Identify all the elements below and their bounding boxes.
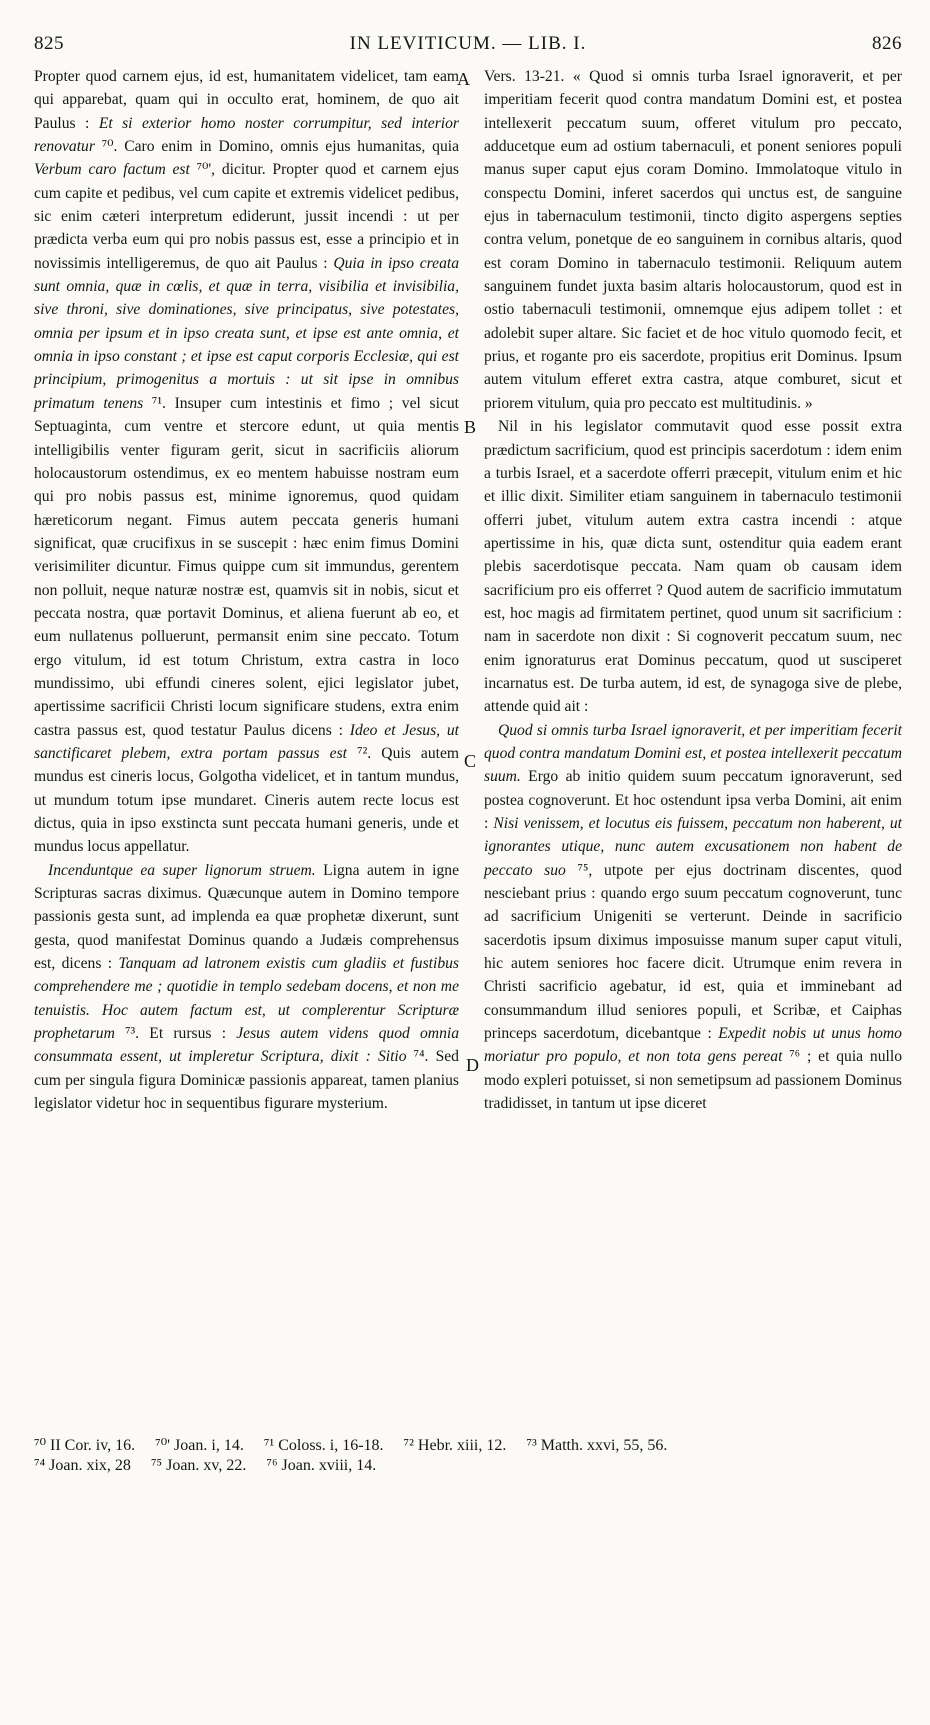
scripture-quote: Verbum caro factum est [34, 161, 190, 179]
page-number-left: 825 [34, 33, 64, 54]
lemma-quote: Quod si omnis turba Israel ignoraverit, et per imperitiam fecerit quod contra mandatum Domini est, et postea intellexerit peccatum suum. [484, 721, 902, 786]
page-header [34, 33, 902, 57]
right-paragraph-1 [484, 65, 902, 415]
footnote-line-2 [34, 1456, 904, 1476]
right-paragraph-2 [484, 415, 902, 718]
running-title: IN LEVITICUM. — LIB. I. [349, 33, 587, 54]
text-run: Ergo ab initio quidem suum peccatum ignoraverunt, sed postea cognoverunt. Et hoc ostendunt ipsa verba Domini, ait enim : [484, 768, 902, 832]
lemma-quote: Incenduntque ea super lignorum struem. [48, 861, 316, 879]
text-run: Propter quod carnem ejus, id est, humanitatem videlicet, tam eam qui apparebat, quam qui in occulto erat, hominem, de quo ait Paulus : [34, 68, 459, 132]
left-paragraph-2 [34, 859, 459, 1116]
right-column [484, 65, 902, 1725]
scripture-quote: Nisi venissem, et locutus eis fuissem, peccatum non haberent, ut ignorantes utique, nunc autem excusationem non habent de peccato suo [484, 815, 903, 879]
scripture-quote: Expedit nobis ut unus homo moriatur pro populo, et non tota gens pereat [484, 1025, 902, 1066]
text-run: ⁷⁰', dicitur. Propter quod et carnem ejus cum capite et pedibus, vel cum capite et extremis videlicet pedibus, sic enim cæteri interpretum ediderunt, jussit incendi : ut per prædicta verba eum qui pro nobis passus est, esse a principio et in novissimis intelligeremus, de quo ait Paulus : [34, 161, 459, 272]
scripture-quote: Et si exterior homo noster corrumpitur, sed interior renovatur [34, 114, 459, 156]
text-run: ⁷³. Et rursus : [114, 1025, 237, 1043]
right-paragraph-3 [484, 719, 902, 1116]
left-paragraph-1 [34, 65, 459, 859]
text-run: ⁷¹. Insuper cum intestinis et fimo ; vel sicut Septuaginta, cum ventre et stercore edunt, ut quia mentis intelligibilis venter figuram gerit, sicut in sacrificiis aliorum holocaustorum ostendimus, ex eo mentem habuisse nostram eum qui pro nobis passus est, minime ignoremus, quod quidam hæreticorum negant. Fimus autem peccata generis humani significat, quæ crucifixus in se suscepit : hæc enim fimus Domini verisimiliter dicuntur. Fimus quippe cum sit immundus, gerentem non polluit, neque naturæ nostræ est, quamvis sit in nobis, sicut et peccata nostra, quæ portavit Dominus, et aliena fuerunt ab eo, et eum nullatenus polluerunt, permansit enim sine peccato. Totum ergo vitulum, id est totum Christum, extra castra in loco mundissimo, ubi effundi cineres solent, ejici legislator jubet, apertissime sacrificii Christi locum significare studens, extra enim castra passus est, quod testatur Paulus dicens : [34, 394, 459, 739]
scripture-quote: Ideo et Jesus, ut sanctificaret plebem, extra portam passus est [34, 721, 459, 762]
text-run: ⁷⁶ ; et quia nullo modo expleri potuisset, si non semetipsum ad passionem Dominus tradidisset, in tantum ut ipse diceret [484, 1048, 902, 1113]
footnotes [34, 1436, 904, 1476]
text-run: ⁷². Quis autem mundus est cineris locus, Golgotha videlicet, et in tantum mundus, ut mundum totum ipse mundaret. Cineris autem recte locus est dictus, quia in ipso exstincta sunt peccata humani generis, unde et mundus locus appellatur. [34, 744, 460, 856]
text-run: ⁷⁵, utpote per ejus doctrinam discentes, quod nesciebant prius : quando ergo suum peccatum cognoverunt, tunc ad sacrificium Unigeniti se verterunt. Deinde in sacrificio sacerdotis ipsum diximus imposuisse manum super caput vituli, hic autem seniores hoc facere dicit. Utrumque enim revera in Christi sacrificio agebatur, id est, quia et imminebant ad consummandum illud seniores populi, et Scribæ, et Caiphas princeps sacerdotum, dicebantque : [484, 861, 902, 1043]
left-column [34, 65, 459, 1725]
scripture-quote: Quia in ipso creata sunt omnia, quæ in cœlis, et quæ in terra, visibilia et invisibilia, sive throni, sive dominationes, sive principatus, sive potestates, omnia per ipsum et in ipso creata sunt, et ipse est ante omnia, et omnia in ipso constant ; et ipse est caput corporis Ecclesiæ, qui est principium, primogenitus a mortuis : ut sit ipse in omnibus primatum tenens [34, 254, 460, 412]
footnote: ⁷³ Matth. xxvi, 55, 56. [526, 1437, 668, 1454]
footnote-line-1 [34, 1436, 904, 1456]
page-number-right: 826 [872, 33, 902, 54]
text-run: ⁷⁴. Sed cum per singula figura Dominicæ passionis appareat, tamen planius legislator videtur hoc in sequentibus figurare mysterium. [34, 1048, 459, 1113]
margin-marker-d: D [466, 1055, 479, 1075]
text-run: Vers. 13-21. « Quod si omnis turba Israel ignoraverit, et per imperitiam fecerit quod contra mandatum Domini est, et postea intellexerit peccatum suum, offeret vitulum pro peccato, adducetque eum ad ostium tabernaculi, et ponent seniores populi manus super caput ejus coram Domino. Immolatoque vitulo in conspectu Domini, inferet sacerdos qui unctus est, de sanguine ejus in tabernaculum testimonii, tincto digito aspergens septies contra velum, ponetque de eo sanguinem in cornibus altaris, quod est coram Domino in tabernaculo testimonii. Reliquum autem sanguinem fundet juxta basim altaris holocaustorum, quod est in ostio tabernaculi testimonii, omnemque ejus adipem tollet : et adolebit super altare. Sic faciet et de hoc vitulo quomodo fecit, et prius, et rogante pro eis sacerdote, propitius erit Dominus. Ipsum autem vitulum efferet extra castra, atque comburet, sicut et priorem vitulum, quia pro peccato est multitudinis. » [484, 68, 902, 412]
text-run: Nil in his legislator commutavit quod esse possit extra prædictum sacrificium, quod est principis sacerdotum : idem enim a turbis Israel, et a sacerdote offerri præcepit, vitulum enim et hic et illic dixit. Similiter etiam sanguinem in tabernaculo testimonii offerri jubet, vitulum autem extra castra incendi : atque apertissime in his, quæ dicta sunt, ostenditur quia eadem erant plebis sacerdotisque peccata. Nam quam ob causam idem sacrificium pro eis offerret ? Quod autem de sacrificio immutatum est, hoc magis ad firmitatem pertinet, quod unum sit sacrificium : nam in sacerdote non dixit : Si cognoverit peccatum suum, nec enim ignoraturus erat Dominus peccatum, quod ut susciperet incarnatus est. De turba autem, id est, de synagoga sive de plebe, attende quid ait : [484, 418, 902, 716]
margin-marker-a: A [457, 69, 470, 89]
text-run: ⁷⁰. Caro enim in Domino, omnis ejus humanitas, quia [94, 138, 459, 156]
footnote: ⁷⁴ Joan. xix, 28 [34, 1457, 131, 1474]
scripture-quote: Tanquam ad latronem existis cum gladiis et fustibus comprehendere me ; quotidie in templo sedebam docens, et non me tenuistis. Hoc autem factum est, ut complerentur Scripturæ prophetarum [34, 955, 459, 1043]
footnote: ⁷¹ Coloss. i, 16-18. [263, 1437, 384, 1454]
footnote: ⁷⁶ Joan. xviii, 14. [266, 1457, 377, 1474]
text-run: Ligna autem in igne Scripturas sacras diximus. Quæcunque autem in Domino tempore passionis gesta sunt, ad implenda ea quæ prophetæ dixerunt, sunt gesta, quod manifestat Dominus quando a Judæis comprehensus est, dicens : [34, 861, 459, 973]
footnote: ⁷² Hebr. xiii, 12. [403, 1437, 507, 1454]
footnote: ⁷⁵ Joan. xv, 22. [150, 1457, 247, 1474]
margin-marker-b: B [464, 417, 477, 437]
scripture-quote: Jesus autem videns quod omnia consummata essent, ut impleretur Scriptura, dixit : Sitio [34, 1025, 459, 1066]
margin-marker-c: C [464, 751, 477, 771]
footnote: ⁷⁰ II Cor. iv, 16. [34, 1437, 136, 1454]
footnote: ⁷⁰' Joan. i, 14. [155, 1437, 244, 1454]
